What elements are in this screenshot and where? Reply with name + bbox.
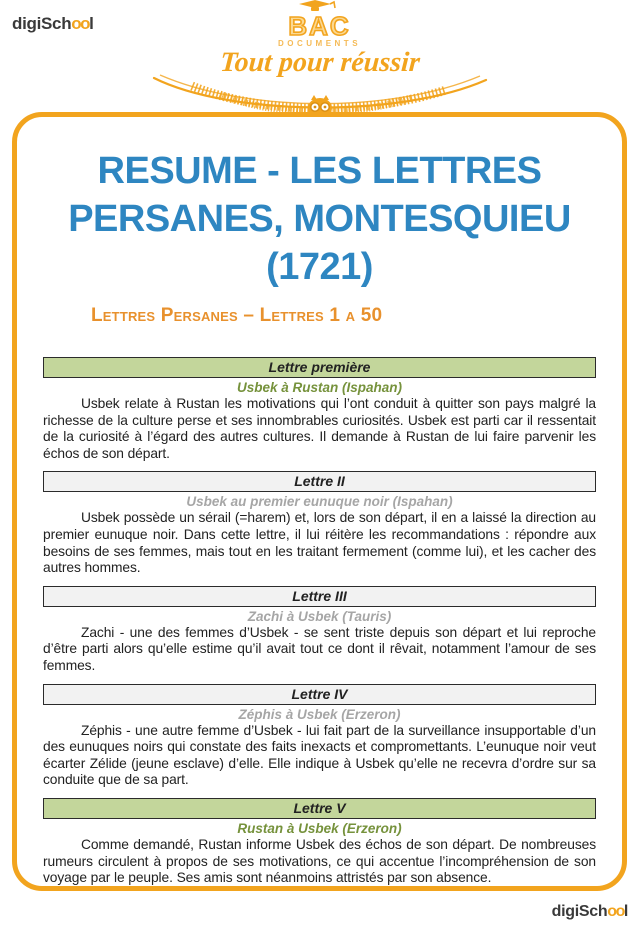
- letter-heading-bar: [43, 684, 596, 705]
- letter-byline: Usbek au premier eunuque noir (Ispahan): [186, 494, 453, 510]
- letter-section: [43, 684, 596, 789]
- letter-section: [43, 357, 596, 462]
- letter-heading: Lettre II: [294, 473, 345, 490]
- letter-body-text: Usbek possède un sérail (=harem) et, lors de son départ, il en a laissé la direction au premier eunuque noir. Dans cette lettre, il lui réitère les recommandations : répondre aux besoins de ses femmes, mais tout en les traitant fermement (comme lui), et les cacher des autres hommes.: [43, 510, 596, 576]
- letter-heading-bar: [43, 357, 596, 378]
- digischool-logo-text-suffix: l: [623, 903, 628, 920]
- letter-section: [43, 798, 596, 887]
- letter-byline: Rustan à Usbek (Erzeron): [237, 820, 402, 836]
- digischool-logo-bottom: [552, 903, 628, 921]
- letter-section: [43, 586, 596, 675]
- letter-body-text: Usbek relate à Rustan les motivations qui l’ont conduit à quitter son pays malgré la richesse de la culture perse et ses innombrables curiosités. Usbek est parti car il ressentait de la curiosité à l’égard des autres cultures. Il demande à Rustan de lui faire parvenir les échos de son départ.: [43, 396, 596, 461]
- letter-heading: Lettre première: [268, 359, 371, 375]
- document-card: [12, 112, 627, 891]
- bac-title: BAC: [288, 11, 351, 41]
- letter-heading: Lettre IV: [291, 685, 348, 702]
- digischool-logo-oo: oo: [71, 14, 90, 33]
- bac-emblem: [120, 0, 520, 120]
- letter-body-text: Zachi - une des femmes d’Usbek - se sent triste depuis son départ et lui reproche d’être parti alors qu’elle estime qu’il avait tout ce dont il rêvait, notamment l’amour de ses femmes.: [43, 624, 596, 673]
- letter-byline: Zachi à Usbek (Tauris): [247, 608, 392, 624]
- letter-section: [43, 471, 596, 576]
- letters-list: [43, 357, 596, 887]
- letter-heading: Lettre III: [292, 587, 347, 604]
- page-subtitle: Lettres Persanes – Lettres 1 a 50: [91, 305, 383, 326]
- letter-heading-bar: [43, 471, 596, 492]
- digischool-logo-text-prefix: digiSch: [551, 903, 608, 920]
- letter-body-text: Comme demandé, Rustan informe Usbek des échos de son départ. De nombreuses rumeurs circulent à propos de ses motivations, ce qui accentue l’incompréhension de son voyage par le peuple. Ses amis sont néanmoins attristés par son absence.: [43, 836, 596, 886]
- letter-byline: Usbek à Rustan (Ispahan): [236, 380, 403, 395]
- digischool-logo-top: [12, 14, 94, 34]
- letter-body-text: Zéphis - une autre femme d’Usbek - lui fait part de la surveillance insupportable d’un des eunuques noirs qui constate des faits inexacts et compromettants. L’eunuque noir veut écarter Zélide (jeune esclave) d’elle. Elle indique à Usbek qu’elle ne recevra d’ordre sur sa conduite que de sa part.: [43, 722, 596, 788]
- letter-heading-bar: [43, 798, 596, 819]
- digischool-logo-text-prefix: digiSch: [12, 14, 72, 33]
- letter-byline: Zéphis à Usbek (Erzeron): [238, 706, 401, 722]
- letter-heading-bar: [43, 586, 596, 607]
- bac-tagline: Tout pour réussir: [218, 47, 421, 78]
- bac-subtitle: DOCUMENTS: [277, 39, 362, 48]
- page-title: RESUME - LES LETTRES PERSANES, MONTESQUIEU (1721): [68, 150, 571, 288]
- digischool-logo-text-suffix: l: [89, 14, 94, 33]
- letter-heading: Lettre V: [293, 799, 346, 816]
- digischool-logo-oo: oo: [607, 903, 624, 920]
